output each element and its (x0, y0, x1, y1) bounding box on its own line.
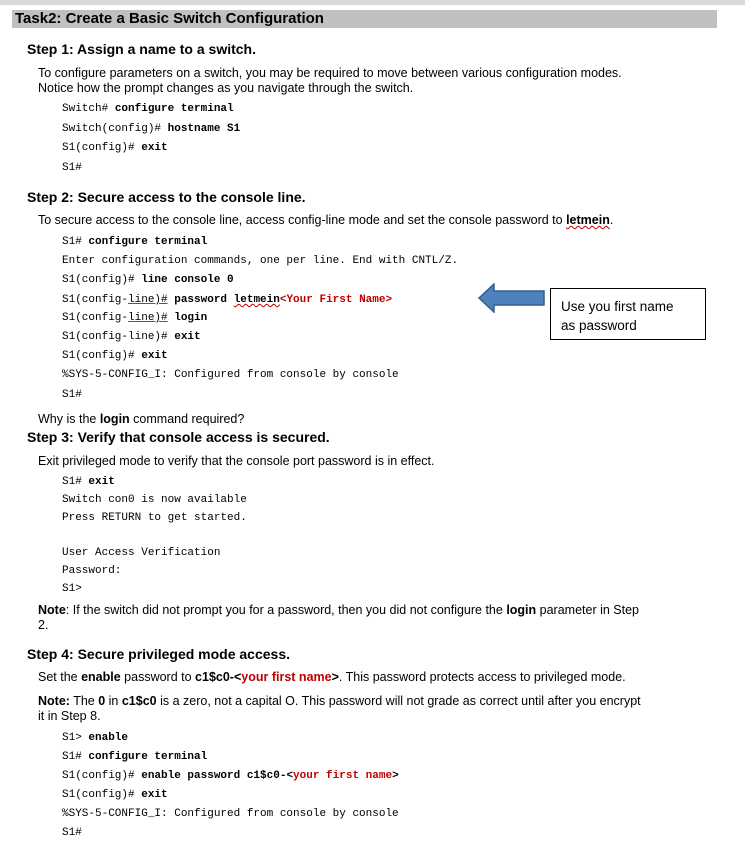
step1-code-line: S1# (62, 162, 82, 174)
step2-code-line: S1(config-line)# exit (62, 331, 201, 343)
step2-code-line: S1# (62, 389, 82, 401)
step2-code-line: S1(config-line)# password letmein<Your First Name> (62, 294, 393, 306)
step3-code-line: Press RETURN to get started. (62, 512, 247, 524)
step1-code-line: S1(config)# exit (62, 142, 168, 154)
step1-code-line: Switch# configure terminal (62, 103, 234, 115)
step2-question: Why is the login command required? (38, 412, 245, 426)
step4-para: Set the enable password to c1$c0-<your first name>. This password protects access to privileged mode. (38, 670, 626, 684)
step4-code-line: %SYS-5-CONFIG_I: Configured from console by console (62, 808, 399, 820)
step2-para: To secure access to the console line, access config-line mode and set the console password to letmein. (38, 213, 614, 227)
step2-code-line: S1# configure terminal (62, 236, 208, 248)
step1-para2: Notice how the prompt changes as you navigate through the switch. (38, 81, 414, 95)
step4-code-line: S1# (62, 827, 82, 839)
step3-heading: Step 3: Verify that console access is secured. (27, 429, 330, 445)
step1-heading: Step 1: Assign a name to a switch. (27, 41, 256, 57)
left-arrow-icon (478, 283, 546, 313)
step2-heading: Step 2: Secure access to the console line. (27, 189, 306, 205)
step3-code-line: S1> (62, 583, 82, 595)
step3-para: Exit privileged mode to verify that the console port password is in effect. (38, 454, 435, 468)
step4-note-line2: it in Step 8. (38, 709, 101, 723)
step2-code-line: S1(config-line)# login (62, 312, 208, 324)
step1-para1: To configure parameters on a switch, you may be required to move between various configuration modes. (38, 66, 622, 80)
step2-code-line: S1(config)# exit (62, 350, 168, 362)
callout-box (550, 288, 706, 340)
step3-note-line2: 2. (38, 618, 49, 632)
task-title: Task2: Create a Basic Switch Configuration (12, 10, 717, 28)
callout-line: Use you first name (561, 299, 674, 314)
step4-code-line: S1(config)# enable password c1$c0-<your first name> (62, 770, 399, 782)
top-border (0, 0, 745, 5)
step3-note: Note: If the switch did not prompt you for a password, then you did not configure the login parameter in Step (38, 603, 640, 617)
step3-code-line: User Access Verification (62, 547, 221, 559)
step3-code-line: Switch con0 is now available (62, 494, 247, 506)
step2-code-line: Enter configuration commands, one per line. End with CNTL/Z. (62, 255, 459, 267)
step4-code-line: S1> enable (62, 732, 129, 744)
step3-code-line: Password: (62, 565, 122, 577)
arrow-shape (479, 284, 544, 312)
step4-code-line: S1(config)# exit (62, 789, 168, 801)
step2-code-line: S1(config)# line console 0 (62, 274, 234, 286)
step1-code-line: Switch(config)# hostname S1 (62, 123, 241, 135)
step2-code-line: %SYS-5-CONFIG_I: Configured from console by console (62, 369, 399, 381)
step4-code-line: S1# configure terminal (62, 751, 208, 763)
step4-note: Note: The 0 in c1$c0 is a zero, not a capital O. This password will not grade as correct until after you encrypt (38, 694, 641, 708)
step4-heading: Step 4: Secure privileged mode access. (27, 646, 291, 662)
step3-code-line: S1# exit (62, 476, 115, 488)
callout-line: as password (561, 318, 637, 333)
